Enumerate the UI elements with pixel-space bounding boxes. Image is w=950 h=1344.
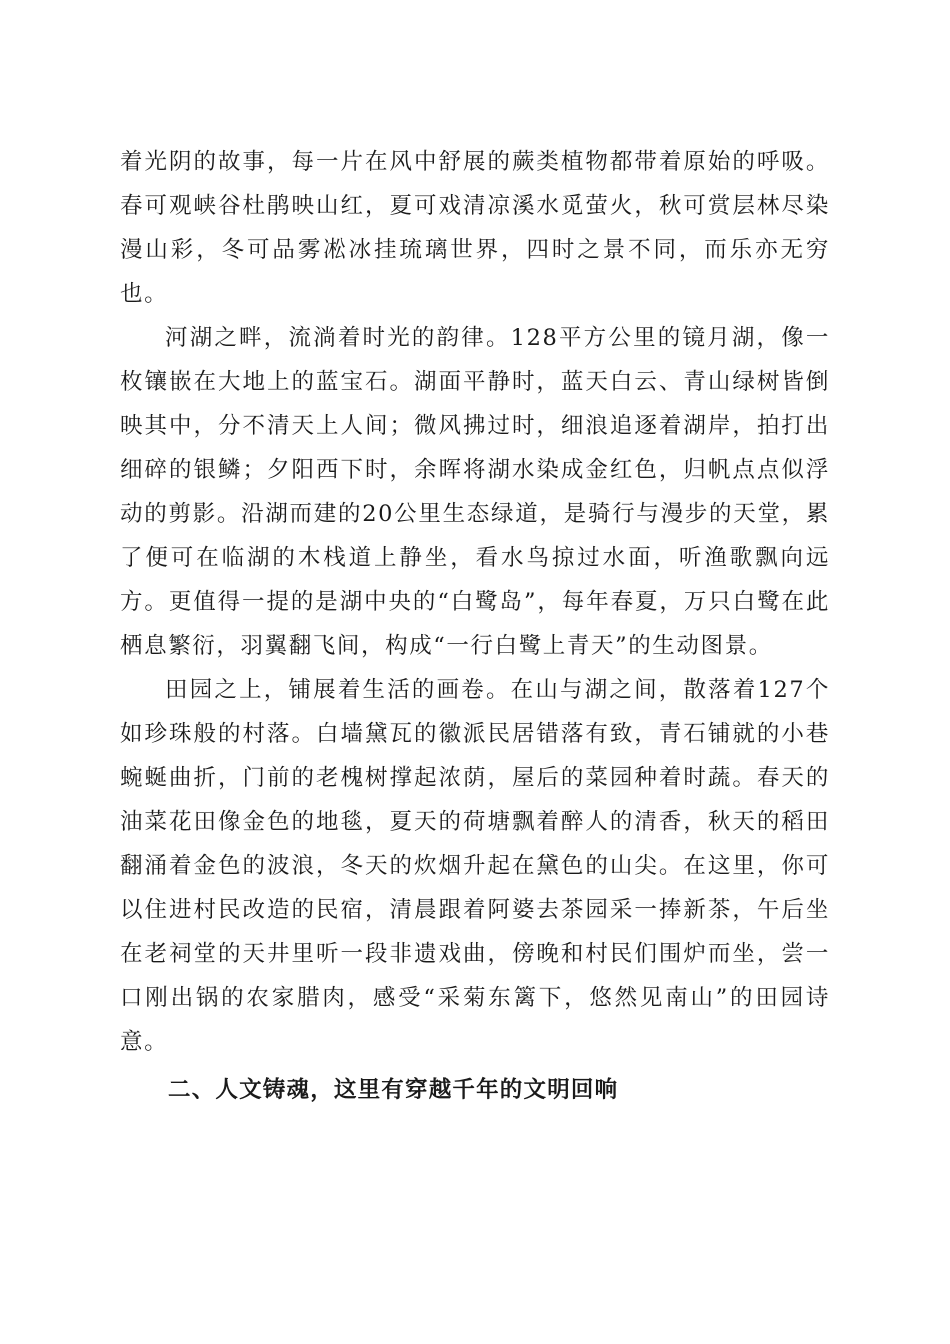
paragraph-lake: 河湖之畔，流淌着时光的韵律。128平方公里的镜月湖，像一枚镶嵌在大地上的蓝宝石。湖面平静时，蓝天白云、青山绿树皆倒映其中，分不清天上人间；微风拂过时，细浪追逐着湖岸，拍打出细碎的银鳞；夕阳西下时，余晖将湖水染成金红色，归帆点点似浮动的剪影。沿湖而建的20公里生态绿道，是骑行与漫步的天堂，累了便可在临湖的木栈道上静坐，看水鸟掠过水面，听渔歌飘向远方。更值得一提的是湖中央的“白鹭岛”，每年春夏，万只白鹭在此栖息繁衍，羽翼翻飞间，构成“一行白鹭上青天”的生动图景。	[120, 325, 830, 659]
document-page	[120, 140, 830, 1112]
paragraph-countryside: 田园之上，铺展着生活的画卷。在山与湖之间，散落着127个如珍珠般的村落。白墙黛瓦的徽派民居错落有致，青石铺就的小巷蜿蜒曲折，门前的老槐树撑起浓荫，屋后的菜园种着时蔬。春天的油菜花田像金色的地毯，夏天的荷塘飘着醉人的清香，秋天的稻田翻涌着金色的波浪，冬天的炊烟升起在黛色的山尖。在这里，你可以住进村民改造的民宿，清晨跟着阿婆去茶园采一捧新茶，午后坐在老祠堂的天井里听一段非遗戏曲，傍晚和村民们围炉而坐，尝一口刚出锅的农家腊肉，感受“采菊东篱下，悠然见南山”的田园诗意。	[120, 677, 830, 1055]
section-heading: 二、人文铸魂，这里有穿越千年的文明回响	[168, 1077, 619, 1103]
paragraph-continued: 着光阴的故事，每一片在风中舒展的蕨类植物都带着原始的呼吸。春可观峡谷杜鹃映山红，夏可戏清凉溪水觅萤火，秋可赏层林尽染漫山彩，冬可品雾凇冰挂琉璃世界，四时之景不同，而乐亦无穷也。	[120, 149, 830, 307]
